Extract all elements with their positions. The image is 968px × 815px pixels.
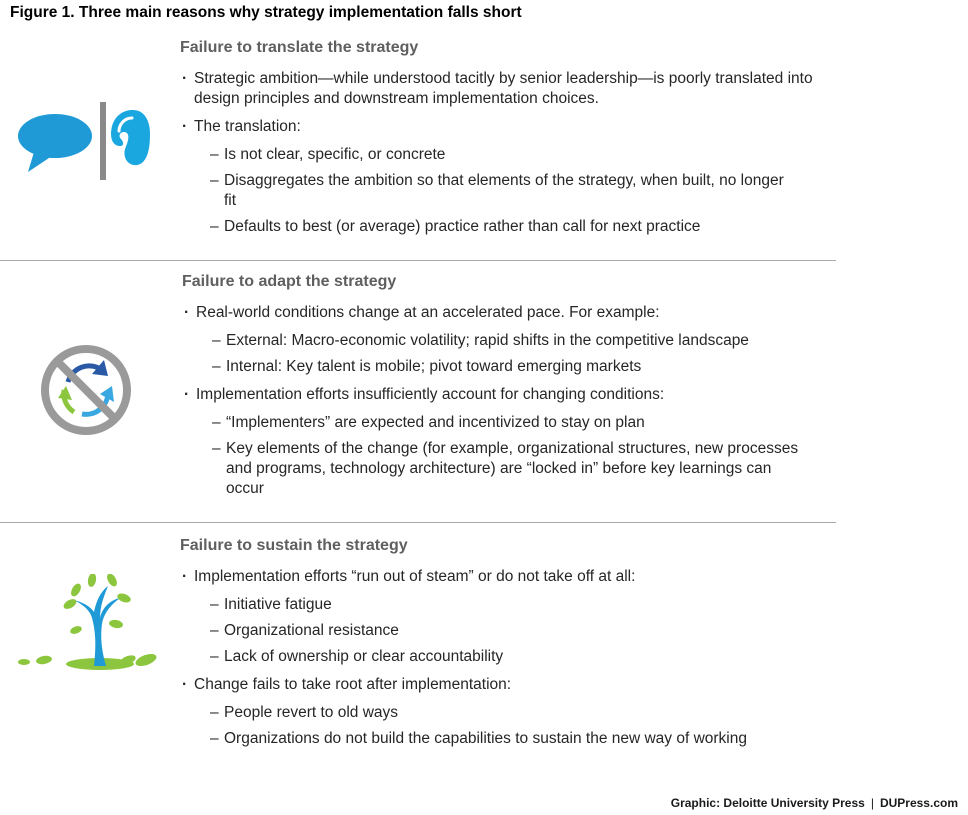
bullet-item xyxy=(180,675,836,749)
bullet-list xyxy=(182,303,836,499)
graphic-credit xyxy=(671,796,958,810)
section-divider xyxy=(0,522,836,523)
section-heading: Failure to adapt the strategy xyxy=(182,273,397,290)
bullet-item xyxy=(180,69,836,109)
sub-list xyxy=(194,145,836,237)
leaf xyxy=(62,597,78,611)
sub-item: – External: Macro-economic volatility; rapid shifts in the competitive landscape xyxy=(196,331,836,351)
sapling-tree-icon xyxy=(16,574,162,674)
credit-site: DUPress.com xyxy=(879,796,958,810)
leaf xyxy=(69,582,83,598)
bullet-item xyxy=(180,567,836,667)
sub-item: – People revert to old ways xyxy=(194,703,836,723)
leaf xyxy=(18,659,30,665)
no-cycle-icon xyxy=(38,342,134,438)
bullet-list xyxy=(180,69,836,237)
vertical-divider-bar xyxy=(100,102,106,180)
no-cycle-icon-svg xyxy=(38,342,134,438)
sub-item: – Initiative fatigue xyxy=(194,595,836,615)
bullet-text: · The translation: xyxy=(194,118,301,135)
sub-item: – Internal: Key talent is mobile; pivot toward emerging markets xyxy=(196,357,836,377)
leaf xyxy=(69,625,83,636)
section-heading: Failure to translate the strategy xyxy=(180,39,419,56)
bullet-text: · Real-world conditions change at an accelerated pace. For example: xyxy=(196,304,660,321)
sub-item: – Disaggregates the ambition so that elements of the strategy, when built, no longer fit xyxy=(194,171,784,211)
leaf xyxy=(108,619,123,629)
figure-title: Figure 1. Three main reasons why strategy implementation falls short xyxy=(10,4,522,21)
speech-bubble-and-ear-icon xyxy=(16,102,156,182)
leaf xyxy=(35,655,52,666)
leaf xyxy=(87,574,97,588)
sub-list xyxy=(194,595,836,667)
bullet-text: · Change fails to take root after implementation: xyxy=(194,676,512,693)
section-translate-content xyxy=(180,38,836,245)
section-sustain-content xyxy=(180,536,836,757)
sub-list xyxy=(196,413,836,499)
leaf xyxy=(134,652,158,669)
sub-item: – Is not clear, specific, or concrete xyxy=(194,145,836,165)
bullet-list xyxy=(180,567,836,749)
bullet-text: · Implementation efforts insufficiently account for changing conditions: xyxy=(196,386,665,403)
sub-item: – Defaults to best (or average) practice rather than call for next practice xyxy=(194,217,836,237)
leaf xyxy=(116,592,132,604)
sub-list xyxy=(196,331,836,377)
credit-separator: | xyxy=(870,796,874,810)
sub-item: – Lack of ownership or clear accountability xyxy=(194,647,836,667)
bullet-text: · Implementation efforts “run out of steam” or do not take off at all: xyxy=(194,568,636,585)
leaf xyxy=(105,574,119,588)
section-heading: Failure to sustain the strategy xyxy=(180,537,408,554)
sub-item: – “Implementers” are expected and incentivized to stay on plan xyxy=(196,413,836,433)
bullet-item xyxy=(182,385,836,499)
bullet-text: · Strategic ambition—while understood tacitly by senior leadership—is poorly translated into design principles and downstream implementation choices. xyxy=(194,70,813,107)
bullet-item xyxy=(182,303,836,377)
sub-item: – Key elements of the change (for example, organizational structures, new processes and programs, technology architecture) are “locked in” before key learnings can occur xyxy=(196,439,806,499)
sub-item: – Organizations do not build the capabilities to sustain the new way of working xyxy=(194,729,836,749)
arrow-green-head xyxy=(58,386,72,400)
speech-bubble-and-ear-icon-svg xyxy=(16,102,156,182)
section-divider xyxy=(0,260,836,261)
sub-item: – Organizational resistance xyxy=(194,621,836,641)
speech-bubble-shape xyxy=(18,114,92,158)
sub-list xyxy=(194,703,836,749)
credit-source: Graphic: Deloitte University Press xyxy=(670,796,865,810)
section-adapt-content xyxy=(182,272,836,507)
bullet-item xyxy=(180,117,836,237)
sapling-tree-icon-svg xyxy=(16,574,162,674)
